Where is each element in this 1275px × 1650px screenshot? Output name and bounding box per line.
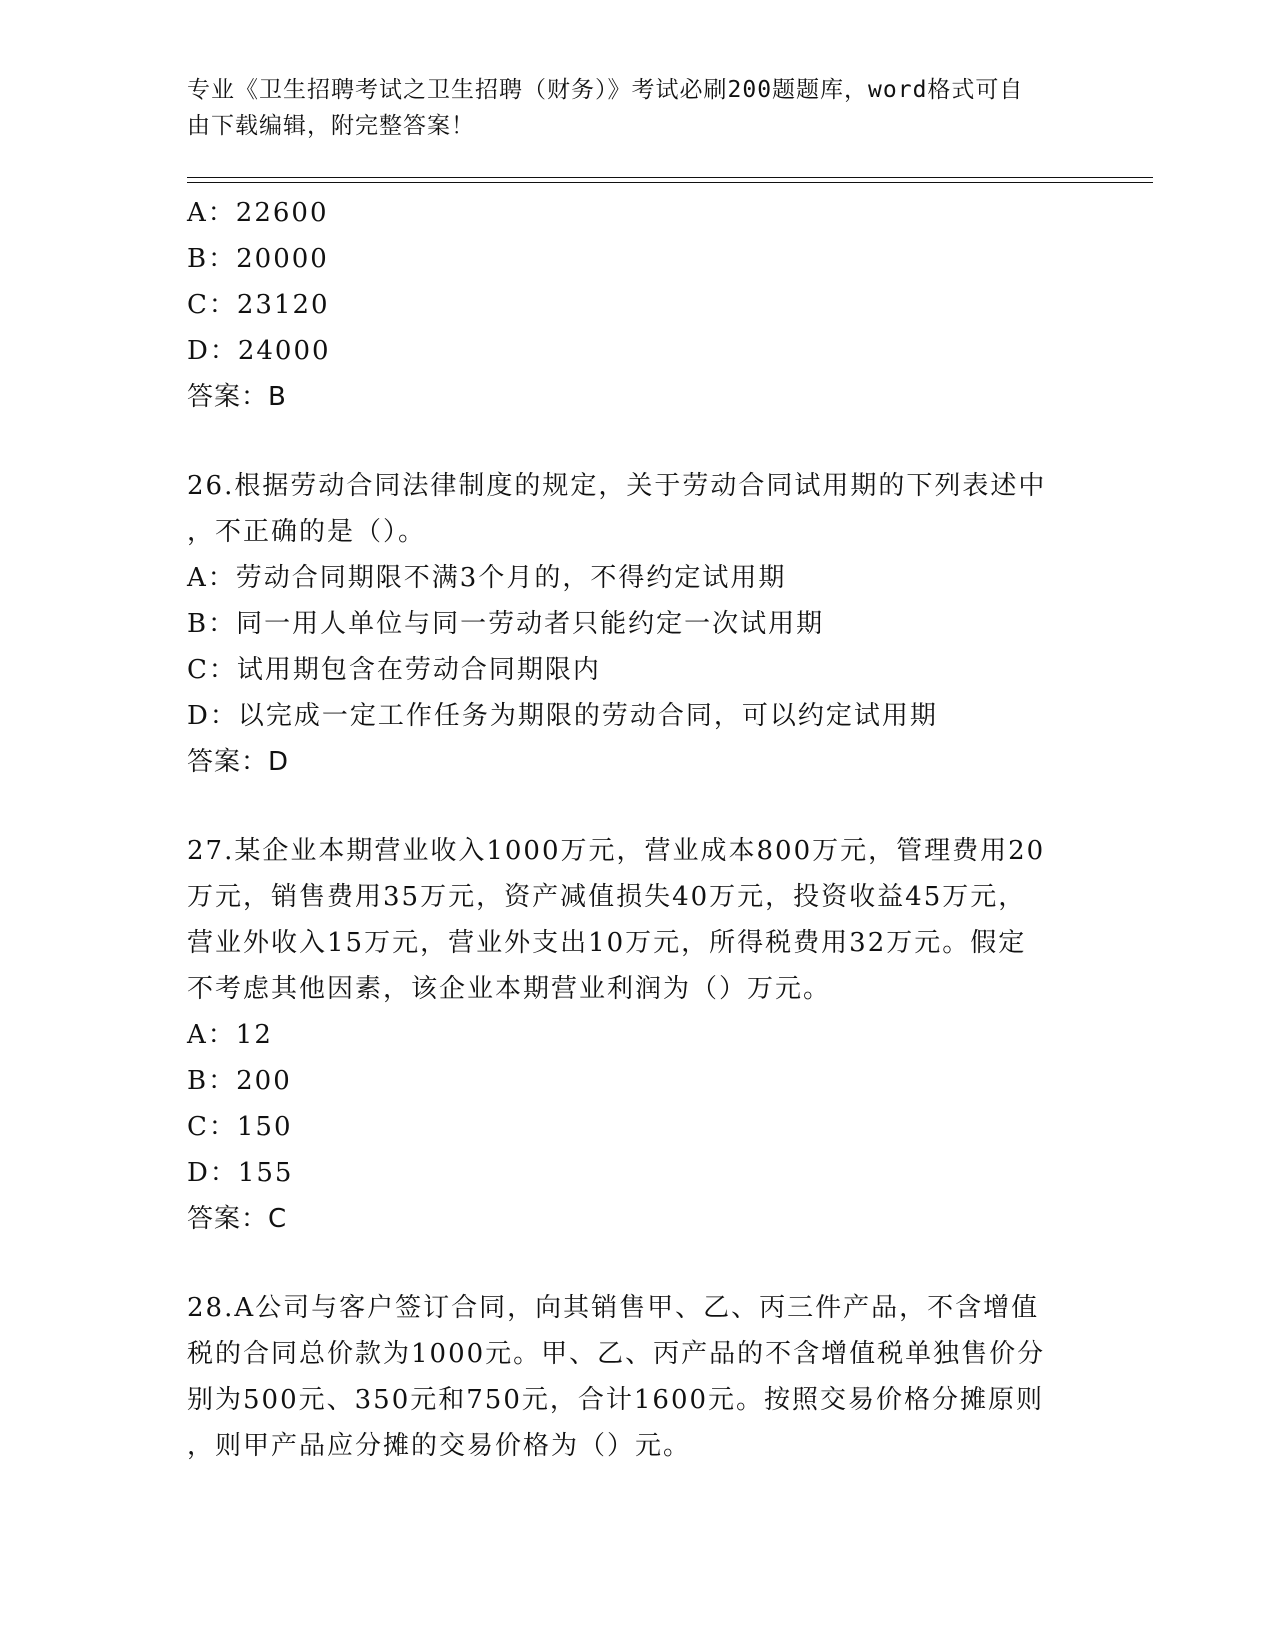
header-line-1: 专业《卫生招聘考试之卫生招聘（财务）》考试必刷200题题库，word格式可自 [187, 77, 1024, 103]
question-stem-line: 别为500元、350元和750元，合计1600元。按照交易价格分摊原则 [187, 1385, 1045, 1415]
answer: 答案：B [187, 382, 287, 412]
question-stem-line: ，不正确的是（）。 [187, 517, 427, 547]
spacer [187, 420, 1087, 463]
question-25-block [187, 190, 1087, 420]
question-stem-line: 26.根据劳动合同法律制度的规定，关于劳动合同试用期的下列表述中 [187, 471, 1047, 501]
question-stem-line: 不考虑其他因素，该企业本期营业利润为（）万元。 [187, 974, 832, 1004]
option-c: C：23120 [187, 290, 330, 320]
option-a: A：22600 [187, 198, 329, 228]
option-b: B：同一用人单位与同一劳动者只能约定一次试用期 [187, 609, 825, 639]
question-26-block [187, 463, 1087, 785]
document-header [187, 72, 1067, 144]
option-b: B：200 [187, 1066, 292, 1096]
option-a: A：劳动合同期限不满3个月的，不得约定试用期 [187, 563, 787, 593]
option-d: D：以完成一定工作任务为期限的劳动合同，可以约定试用期 [187, 701, 938, 731]
question-stem-line: 27.某企业本期营业收入1000万元，营业成本800万元，管理费用20 [187, 836, 1046, 866]
option-c: C：150 [187, 1112, 293, 1142]
question-stem-line: 万元，销售费用35万元，资产减值损失40万元，投资收益45万元， [187, 882, 1027, 912]
question-stem-line: 28.A公司与客户签订合同，向其销售甲、乙、丙三件产品，不含增值 [187, 1293, 1040, 1323]
header-rule-top [187, 177, 1153, 178]
document-body [187, 190, 1087, 1469]
option-c: C：试用期包含在劳动合同期限内 [187, 655, 601, 685]
option-b: B：20000 [187, 244, 329, 274]
question-28-block [187, 1285, 1087, 1469]
option-d: D：24000 [187, 336, 331, 366]
question-stem-line: ，则甲产品应分摊的交易价格为（）元。 [187, 1431, 692, 1461]
question-stem-line: 营业外收入15万元，营业外支出10万元，所得税费用32万元。假定 [187, 928, 1027, 958]
header-line-2: 由下载编辑，附完整答案！ [187, 113, 475, 139]
option-a: A：12 [187, 1020, 273, 1050]
answer: 答案：C [187, 1204, 288, 1234]
header-rule-bottom [187, 182, 1153, 183]
question-stem-line: 税的合同总价款为1000元。甲、乙、丙产品的不含增值税单独售价分 [187, 1339, 1046, 1369]
answer: 答案：D [187, 747, 290, 777]
spacer [187, 1242, 1087, 1285]
option-d: D：155 [187, 1158, 294, 1188]
spacer [187, 785, 1087, 828]
question-27-block [187, 828, 1087, 1242]
